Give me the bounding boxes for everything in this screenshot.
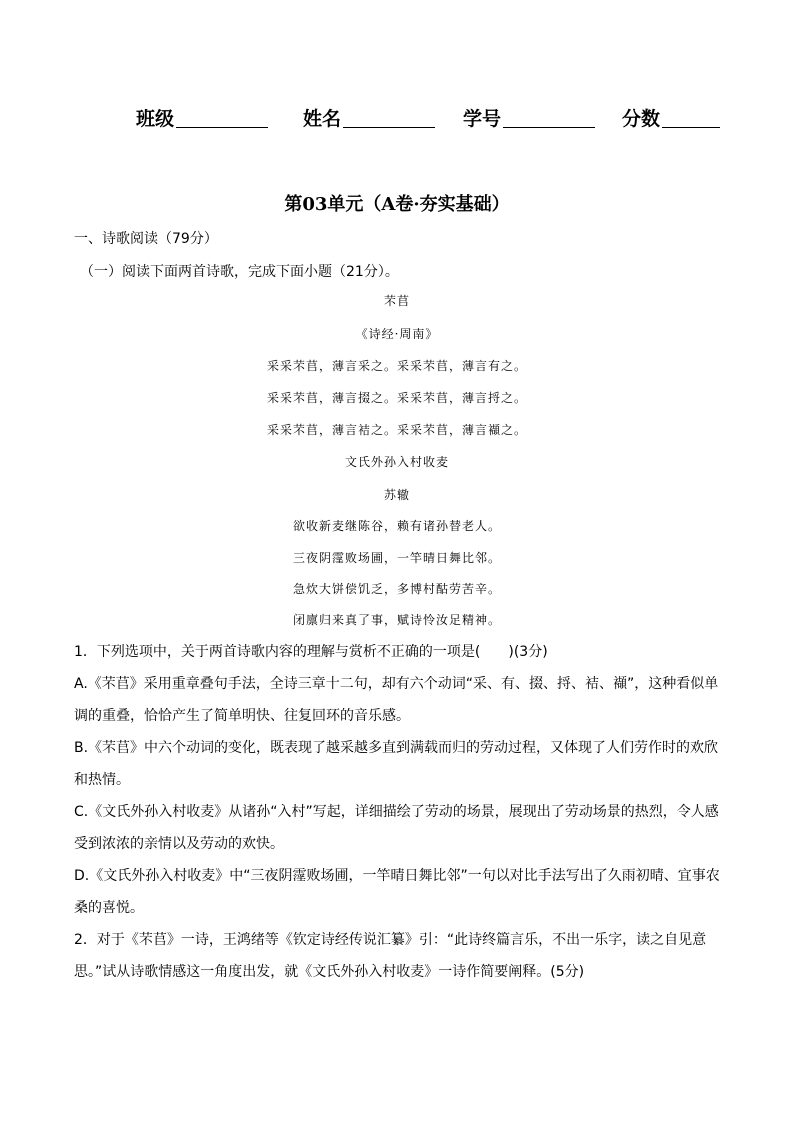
poem2-line: 欲收新麦继陈谷，赖有诸孙替老人。 — [292, 519, 501, 533]
score-field[interactable] — [622, 104, 720, 131]
name-label: 姓名 — [303, 108, 342, 130]
name-blank[interactable] — [343, 107, 435, 128]
poem1-source: 《诗经·周南》 — [355, 327, 439, 341]
poem1-title: 芣苢 — [383, 294, 410, 308]
poem1-line: 采采芣苢，薄言袺之。采采芣苢，薄言襭之。 — [266, 423, 527, 437]
poem1-line: 采采芣苢，薄言掇之。采采芣苢，薄言捋之。 — [266, 391, 527, 405]
class-field[interactable] — [136, 104, 268, 131]
section-heading: 一、诗歌阅读（79分） — [74, 231, 218, 247]
poem2-line: 三夜阴霪败场圃，一竿晴日舞比邻。 — [292, 551, 501, 565]
student-info-row — [0, 104, 794, 132]
question-1-option-d[interactable]: D.《文氏外孙入村收麦》中“三夜阴霪败场圃，一竿晴日舞比邻”一句以对比手法写出了久雨初晴、宜事农桑的喜悦。 — [74, 868, 720, 916]
poem1-line: 采采芣苢，薄言采之。采采芣苢，薄言有之。 — [266, 359, 527, 373]
student-id-field[interactable] — [463, 104, 595, 131]
question-2: 2．对于《芣苢》一诗，王鸿绪等《钦定诗经传说汇纂》引：“此诗终篇言乐，不出一乐字，读之自见意思。”试从诗歌情感这一角度出发，就《文氏外孙入村收麦》一诗作简要阐释。(5分) — [74, 932, 707, 980]
class-label: 班级 — [136, 108, 175, 130]
score-label: 分数 — [622, 108, 661, 130]
poem2-line: 闭廪归来真了事，赋诗怜汝足精神。 — [292, 613, 501, 627]
poem2-title: 文氏外孙入村收麦 — [344, 455, 449, 469]
poem2-author: 苏辙 — [383, 488, 410, 502]
poem2-line: 急炊大饼偿饥乏，多博村酤劳苦辛。 — [292, 582, 501, 596]
question-1-option-b[interactable]: B.《芣苢》中六个动词的变化，既表现了越采越多直到满载而归的劳动过程，又体现了人们劳作时的欢欣和热情。 — [74, 740, 719, 788]
score-blank[interactable] — [662, 107, 720, 128]
question-1-stem: 1．下列选项中，关于两首诗歌内容的理解与赏析不正确的一项是( )(3分) — [74, 644, 548, 660]
subsection-heading: （一）阅读下面两首诗歌，完成下面小题（21分）。 — [80, 264, 399, 280]
question-1-option-c[interactable]: C.《文氏外孙入村收麦》从诸孙“入村”写起，详细描绘了劳动的场景，展现出了劳动场景的热烈，令人感受到浓浓的亲情以及劳动的欢快。 — [74, 804, 719, 852]
question-1-option-a[interactable]: A.《芣苢》采用重章叠句手法，全诗三章十二句，却有六个动词“采、有、掇、捋、袺、襭”，这种看似单调的重叠，恰恰产生了简单明快、往复回环的音乐感。 — [74, 676, 719, 724]
student-id-label: 学号 — [463, 108, 502, 130]
class-blank[interactable] — [176, 107, 268, 128]
student-id-blank[interactable] — [503, 107, 595, 128]
page-title: 第03单元（A卷·夯实基础） — [284, 194, 510, 215]
name-field[interactable] — [303, 104, 435, 131]
